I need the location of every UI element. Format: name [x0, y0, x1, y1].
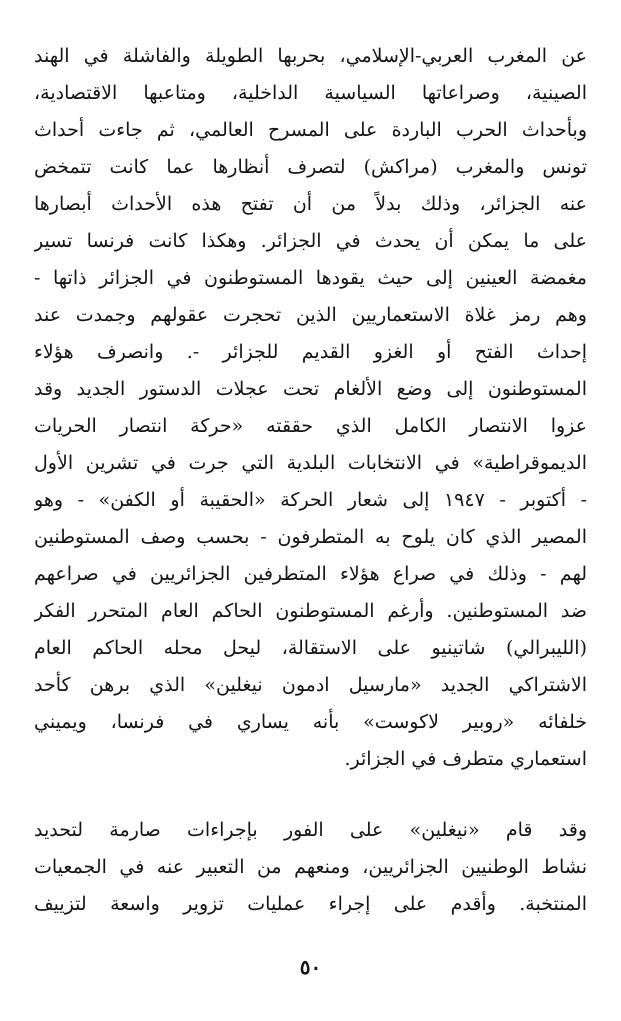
text-line: خلفائه «روبير لاكوست» بأنه يساري في فرنسا، ويميني [34, 711, 587, 733]
page-number: ٥٠ [299, 955, 322, 979]
text-line: إحداث الفتح أو الغزو القديم للجزائر -. وانصرف هؤلاء [34, 341, 587, 363]
text-line: الصينية، وصراعاتها السياسية الداخلية، ومتاعبها الاقتصادية، [34, 82, 587, 104]
text-line: (الليبرالي) شاتينيو على الاستقالة، ليحل محله الحاكم العام [34, 637, 587, 659]
text-line: عن المغرب العربي-الإسلامي، بحربها الطويلة والفاشلة في الهند [34, 45, 587, 67]
text-line: ضد المستوطنين. وأرغم المستوطنون الحاكم العام المتحرر الفكر [34, 600, 587, 622]
text-line: وبأحداث الحرب الباردة على المسرح العالمي، ثم جاءت أحداث [34, 119, 587, 141]
text-line: الاشتراكي الجديد «مارسيل ادمون نيغلين» الذي برهن كأحد [34, 674, 587, 696]
paragraph-2 [34, 812, 587, 923]
text-line: عنه الجزائر، وذلك بدلاً من أن تفتح هذه الأحداث أبصارها [34, 193, 587, 215]
text-line: المستوطنون إلى وضع الألغام تحت عجلات الدستور الجديد وقد [34, 378, 587, 400]
text-line: مغمضة العينين إلى حيث يقودها المستوطنون في الجزائر ذاتها - [34, 267, 587, 289]
text-line: لهم - وذلك في صراع هؤلاء المتطرفين الجزائريين في صراعهم [34, 563, 587, 585]
text-line: على ما يمكن أن يحدث في الجزائر. وهكذا كانت فرنسا تسير [34, 230, 587, 252]
text-line: وهم رمز غلاة الاستعماريين الذين تحجرت عقولهم وجمدت عند [34, 304, 587, 326]
text-line: المنتخبة. وأقدم على إجراء عمليات تزوير واسعة لتزييف [34, 893, 587, 915]
text-line: نشاط الوطنيين الجزائريين، ومنعهم من التعبير عنه في الجمعيات [34, 856, 587, 878]
text-line: - أكتوبر - ١٩٤٧ إلى شعار الحركة «الحقيبة أو الكفن» - وهو [34, 489, 587, 511]
text-line: عزوا الانتصار الكامل الذي حققته «حركة انتصار الحريات [34, 415, 587, 437]
text-line: الديموقراطية» في الانتخابات البلدية التي جرت في تشرين الأول [34, 452, 587, 474]
paragraph-1 [34, 38, 587, 778]
text-line: وقد قام «نيغلين» على الفور بإجراءات صارمة لتحديد [34, 819, 587, 841]
text-line: استعماري متطرف في الجزائر. [344, 748, 587, 770]
text-line: المصير الذي كان يلوح به المتطرفون - بحسب وصف المستوطنين [34, 526, 587, 548]
text-line: تونس والمغرب (مراكش) لتصرف أنظارها عما كانت تتمخض [34, 156, 587, 178]
